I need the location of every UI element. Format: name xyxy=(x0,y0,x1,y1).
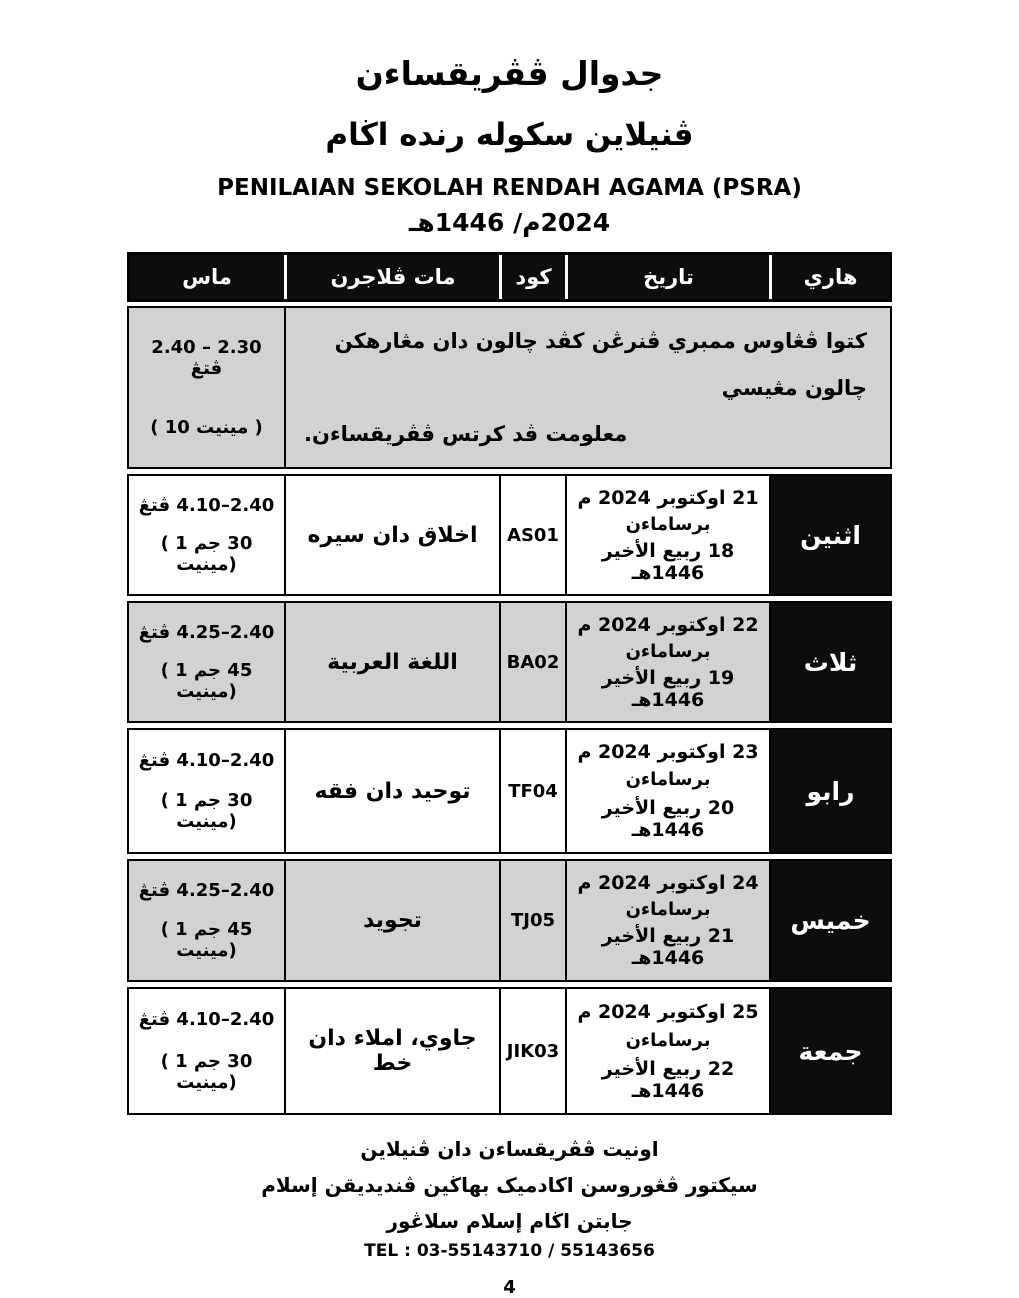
day-cell: ثلاث xyxy=(771,603,890,721)
date-cell xyxy=(567,603,771,721)
day-cell: رابو xyxy=(771,730,890,852)
date-bersamaan: برساماءن xyxy=(625,513,711,535)
day-cell: اثنين xyxy=(771,476,890,594)
briefing-row xyxy=(127,306,892,469)
header-kod: كود xyxy=(502,255,568,299)
date-gregorian: 24 اوكتوبر 2024 م xyxy=(577,871,759,894)
footer-sector: سيكتور ڤڠوروسن اكادميک بهاڬين ڤنديديقن إسلام xyxy=(261,1173,758,1197)
title-jawi-main: جدوال ڤڤريقساءن xyxy=(355,54,664,93)
masa-time: 2.40–4.10 ڤتڠ xyxy=(138,749,275,771)
header-subjek: مات ڤلاجرن xyxy=(287,255,502,299)
code-cell: TJ05 xyxy=(501,861,567,980)
title-year: 2024م/ 1446هـ xyxy=(408,208,611,238)
title-latin: PENILAIAN SEKOLAH RENDAH AGAMA (PSRA) xyxy=(217,174,802,201)
table-row-monday xyxy=(127,474,892,596)
document-titles xyxy=(0,52,1019,238)
masa-cell xyxy=(129,730,286,852)
code-cell: TF04 xyxy=(501,730,567,852)
masa-cell xyxy=(129,861,286,980)
date-cell xyxy=(567,989,771,1113)
table-row-tuesday xyxy=(127,601,892,723)
header-tarikh: تاريخ xyxy=(568,255,772,299)
footer-telephone: TEL : 03-55143710 / 55143656 xyxy=(364,1241,655,1261)
table-row-wednesday xyxy=(127,728,892,854)
masa-time: 2.40–4.25 ڤتڠ xyxy=(138,621,275,643)
table-row-thursday xyxy=(127,859,892,982)
masa-duration: ( 1 جم‎ 30 مينيت) xyxy=(160,1050,253,1093)
date-bersamaan: برساماءن xyxy=(625,1029,711,1051)
date-cell xyxy=(567,730,771,852)
briefing-masa-time: 2.30 – 2.40 ڤتڠ xyxy=(151,337,262,380)
date-bersamaan: برساماءن xyxy=(625,898,711,920)
date-gregorian: 21 اوكتوبر 2024 م xyxy=(577,486,759,509)
exam-timetable xyxy=(127,252,892,1115)
date-hijri: 21 ربيع الأخير 1446هـ xyxy=(601,925,735,970)
masa-duration: ( 1 جم‎ 45 مينيت) xyxy=(160,919,253,961)
date-bersamaan: برساماءن xyxy=(625,769,711,791)
subject-cell: جاوي، املاء دان خط xyxy=(286,989,501,1113)
masa-time: 2.40–4.10 ڤتڠ xyxy=(138,494,275,516)
header-hari: هاري xyxy=(803,265,858,290)
date-hijri: 18 ربيع الأخير 1446هـ xyxy=(601,539,735,584)
masa-duration: ( 1 جم‎ 45 مينيت) xyxy=(160,660,253,703)
table-header-row xyxy=(127,252,892,302)
title-jawi-sub: ڤنيلاين سكوله رنده اڬام xyxy=(325,116,694,153)
day-cell: جمعة xyxy=(771,989,890,1113)
date-bersamaan: برساماءن xyxy=(625,640,711,662)
footer-unit: اونيت ڤڤريقساءن دان ڤنيلاين xyxy=(360,1137,659,1161)
date-cell xyxy=(567,476,771,594)
masa-cell xyxy=(129,603,286,721)
date-hijri: 19 ربيع الأخير 1446هـ xyxy=(601,666,735,711)
subject-cell: توحيد دان فقه xyxy=(286,730,501,852)
date-hijri: 20 ربيع الأخير 1446هـ xyxy=(601,796,735,841)
footer-department: جابتن اڬام إسلام سلاڠور xyxy=(386,1209,633,1233)
date-gregorian: 22 اوكتوبر 2024 م xyxy=(577,613,759,636)
date-gregorian: 25 اوكتوبر 2024 م xyxy=(577,1000,759,1023)
masa-time: 2.40–4.10 ڤتڠ xyxy=(138,1009,275,1031)
masa-cell xyxy=(129,476,286,594)
code-cell: BA02 xyxy=(501,603,567,721)
code-cell: AS01 xyxy=(501,476,567,594)
masa-duration: ( 1 جم‎ 30 مينيت) xyxy=(160,533,253,576)
subject-cell: اخلاق دان سيره xyxy=(286,476,501,594)
briefing-masa-duration: ( 10 مينيت ) xyxy=(150,417,263,439)
briefing-masa xyxy=(129,308,286,467)
subject-cell: اللغة العربية xyxy=(286,603,501,721)
subject-cell: تجويد xyxy=(286,861,501,980)
header-masa: ماس xyxy=(130,255,287,299)
date-cell xyxy=(567,861,771,980)
masa-cell xyxy=(129,989,286,1113)
page-number: 4 xyxy=(503,1277,516,1298)
document-footer xyxy=(0,1131,1019,1261)
date-hijri: 22 ربيع الأخير 1446هـ xyxy=(601,1057,735,1102)
briefing-instructions-line2: معلومت ڤد كرتس ڤڤريقساءن. xyxy=(304,421,628,446)
briefing-instructions xyxy=(286,308,885,467)
day-cell: خميس xyxy=(771,861,890,980)
code-cell: JIK03 xyxy=(501,989,567,1113)
masa-time: 2.40–4.25 ڤتڠ xyxy=(138,880,275,901)
date-gregorian: 23 اوكتوبر 2024 م xyxy=(577,741,759,764)
masa-duration: ( 1 جم‎ 30 مينيت) xyxy=(160,790,253,833)
table-row-friday xyxy=(127,987,892,1115)
briefing-instructions-line1: كتوا ڤڠاوس ممبري ڤنرڠن كڤد چالون دان مڠارهكن چالون مڠيسي xyxy=(334,329,867,400)
